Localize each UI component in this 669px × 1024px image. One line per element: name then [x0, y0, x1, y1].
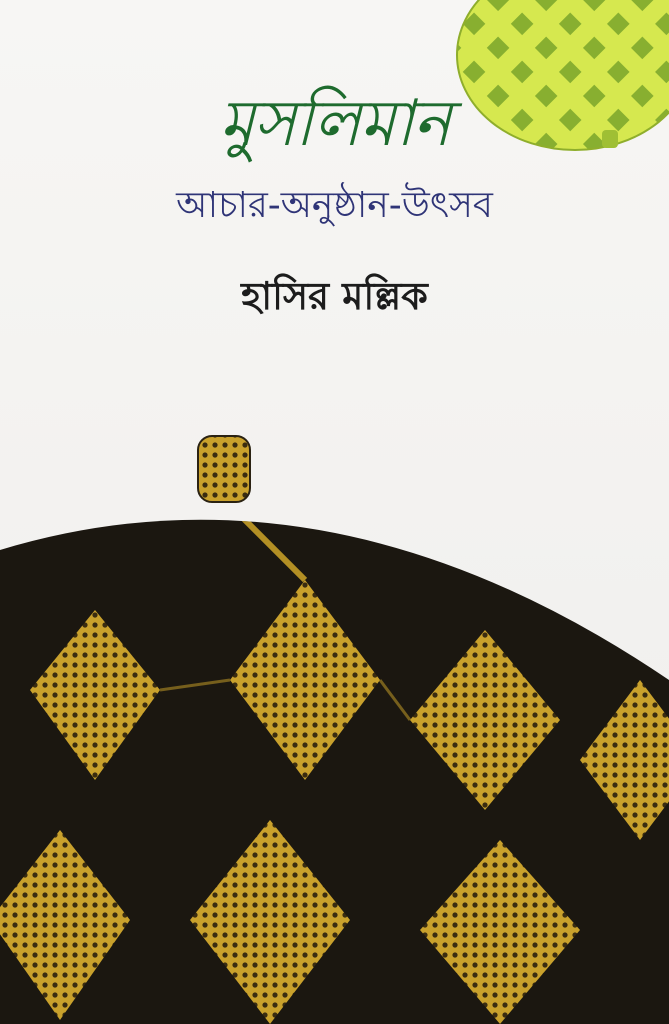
book-title: মুসলিমান [218, 87, 451, 161]
dark-cap-illustration [0, 430, 669, 1024]
book-subtitle: আচার-অনুষ্ঠান-উৎসব [176, 185, 493, 226]
author-name: হাসির মল্লিক [241, 274, 428, 318]
